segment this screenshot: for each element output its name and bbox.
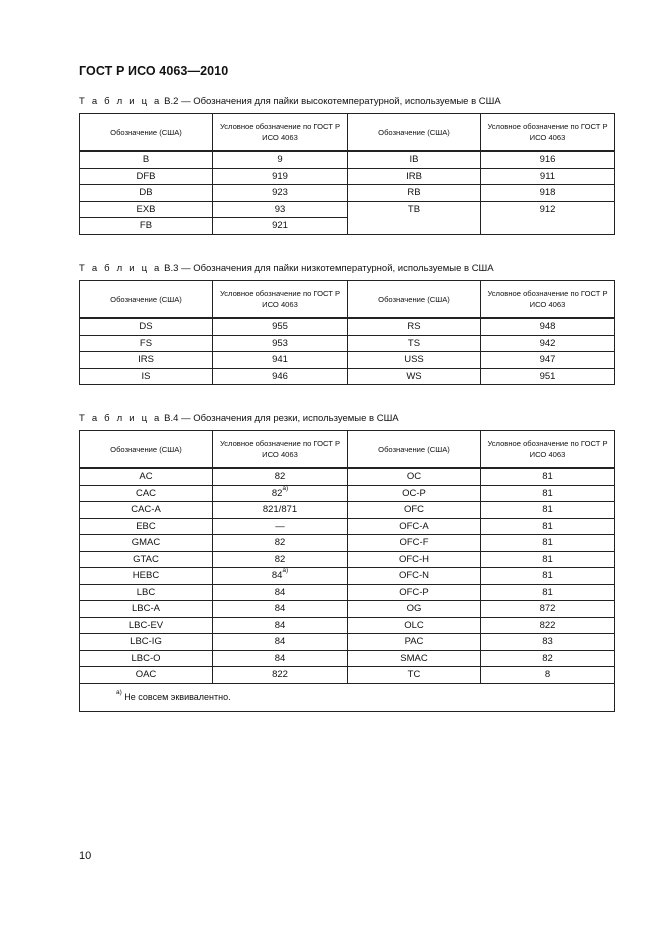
table-cell: EXB [80,201,213,218]
table-cell: OFC-H [348,551,481,568]
table-cell: 946 [213,368,348,385]
table-cell: OFC-N [348,568,481,585]
column-header: Условное обозначение по ГОСТ Р ИСО 4063 [213,114,348,152]
table-cell: DB [80,185,213,202]
table-cell: 916 [481,151,615,168]
table-row [80,551,615,568]
table-cell: LBC-O [80,650,213,667]
table-row [80,535,615,552]
table-row [80,518,615,535]
table-cell: 942 [481,335,615,352]
table-cell: LBC-IG [80,634,213,651]
table-cell: FB [80,218,213,235]
table-cell: 955 [213,318,348,335]
column-header: Условное обозначение по ГОСТ Р ИСО 4063 [481,431,615,469]
table-cell: OC-P [348,485,481,502]
table-cell: 951 [481,368,615,385]
table-cell: GMAC [80,535,213,552]
table-cell: 941 [213,352,348,369]
table-cell: OFC-F [348,535,481,552]
table-cell: HEBC [80,568,213,585]
table-row [80,634,615,651]
table-row [80,151,615,168]
table-cell: TS [348,335,481,352]
column-header: Обозначение (США) [348,114,481,152]
table-cell: DS [80,318,213,335]
table-cell: SMAC [348,650,481,667]
column-header: Обозначение (США) [348,281,481,319]
document-header: ГОСТ Р ИСО 4063—2010 [79,64,229,78]
table-cell: 918 [481,185,615,202]
table-row [80,352,615,369]
table-cell: DFB [80,168,213,185]
table-row [80,568,615,585]
column-header: Обозначение (США) [80,431,213,469]
table-cell: 81 [481,568,615,585]
footnote-marker: a) [282,484,289,492]
column-header: Обозначение (США) [80,281,213,319]
table-row [80,584,615,601]
table-footnote: $^{a)}$ Не совсем эквивалентно. [80,683,615,711]
table-footnote-row [80,683,615,711]
table-b2 [79,113,615,235]
table-cell: RB [348,185,481,202]
table-cell: 81 [481,551,615,568]
table-cell: LBC-A [80,601,213,618]
table-cell: OG [348,601,481,618]
table-header-row [80,114,615,152]
table-cell: 948 [481,318,615,335]
table-row [80,468,615,485]
page-number: 10 [79,850,92,862]
table-row [80,368,615,385]
table-b3 [79,280,615,385]
table-cell: OFC [348,502,481,519]
table-cell: OAC [80,667,213,684]
table-row [80,168,615,185]
table-cell: 822 [213,667,348,684]
table-cell: 81 [481,518,615,535]
table-row [80,185,615,202]
table-cell: 81 [481,584,615,601]
table-cell: 84$^{a)}$ [213,568,348,585]
table-cell: 919 [213,168,348,185]
table-b4 [79,430,615,712]
table-row [80,318,615,335]
table-cell: WS [348,368,481,385]
table-cell: PAC [348,634,481,651]
table-cell: 82 [481,650,615,667]
table-cell: 93 [213,201,348,218]
table-cell: LBC [80,584,213,601]
table-cell: 822 [481,617,615,634]
table-b4-caption: Т а б л и ц а В.4 — Обозначения для резки, используемые в США [79,413,399,424]
table-cell: 8 [481,667,615,684]
table-cell: 953 [213,335,348,352]
column-header: Условное обозначение по ГОСТ Р ИСО 4063 [213,281,348,319]
column-header: Обозначение (США) [80,114,213,152]
column-header: Условное обозначение по ГОСТ Р ИСО 4063 [481,281,615,319]
table-cell: 923 [213,185,348,202]
table-row [80,650,615,667]
table-cell: 82 [213,551,348,568]
column-header: Условное обозначение по ГОСТ Р ИСО 4063 [213,431,348,469]
table-cell: IRS [80,352,213,369]
table-cell: TC [348,667,481,684]
table-row [80,201,615,218]
table-cell: 82 [213,468,348,485]
table-cell: LBC-EV [80,617,213,634]
table-cell: — [213,518,348,535]
table-cell: 82$^{a)}$ [213,485,348,502]
table-cell: 821/871 [213,502,348,519]
table-cell: 9 [213,151,348,168]
table-cell: OLC [348,617,481,634]
table-cell: 84 [213,650,348,667]
table-row [80,617,615,634]
table-cell: 84 [213,634,348,651]
table-cell: 83 [481,634,615,651]
table-cell: OFC-P [348,584,481,601]
table-row [80,502,615,519]
table-cell: IB [348,151,481,168]
table-cell: 872 [481,601,615,618]
table-header-row [80,431,615,469]
table-header-row [80,281,615,319]
table-cell: IS [80,368,213,385]
table-cell: OC [348,468,481,485]
table-cell: EBC [80,518,213,535]
table-cell: 84 [213,601,348,618]
table-cell: AC [80,468,213,485]
table-row [80,667,615,684]
table-cell: 912 [481,201,615,234]
table-cell: RS [348,318,481,335]
table-row [80,485,615,502]
table-cell: IRB [348,168,481,185]
table-cell: 911 [481,168,615,185]
footnote-marker: a) [116,688,122,696]
table-cell: B [80,151,213,168]
table-cell: 81 [481,485,615,502]
table-cell: CAC [80,485,213,502]
table-cell: 921 [213,218,348,235]
table-cell: 81 [481,468,615,485]
table-cell: 81 [481,502,615,519]
table-cell: TB [348,201,481,234]
column-header: Условное обозначение по ГОСТ Р ИСО 4063 [481,114,615,152]
table-cell: 84 [213,584,348,601]
table-cell: 82 [213,535,348,552]
table-cell: GTAC [80,551,213,568]
table-cell: USS [348,352,481,369]
table-cell: OFC-A [348,518,481,535]
table-cell: FS [80,335,213,352]
column-header: Обозначение (США) [348,431,481,469]
table-row [80,601,615,618]
table-cell: CAC-A [80,502,213,519]
table-row [80,335,615,352]
table-cell: 84 [213,617,348,634]
footnote-marker: a) [282,567,289,575]
table-cell: 81 [481,535,615,552]
table-b2-caption: Т а б л и ц а В.2 — Обозначения для пайки высокотемпературной, используемые в США [79,96,501,107]
table-cell: 947 [481,352,615,369]
table-b3-caption: Т а б л и ц а В.3 — Обозначения для пайки низкотемпературной, используемые в США [79,263,494,274]
